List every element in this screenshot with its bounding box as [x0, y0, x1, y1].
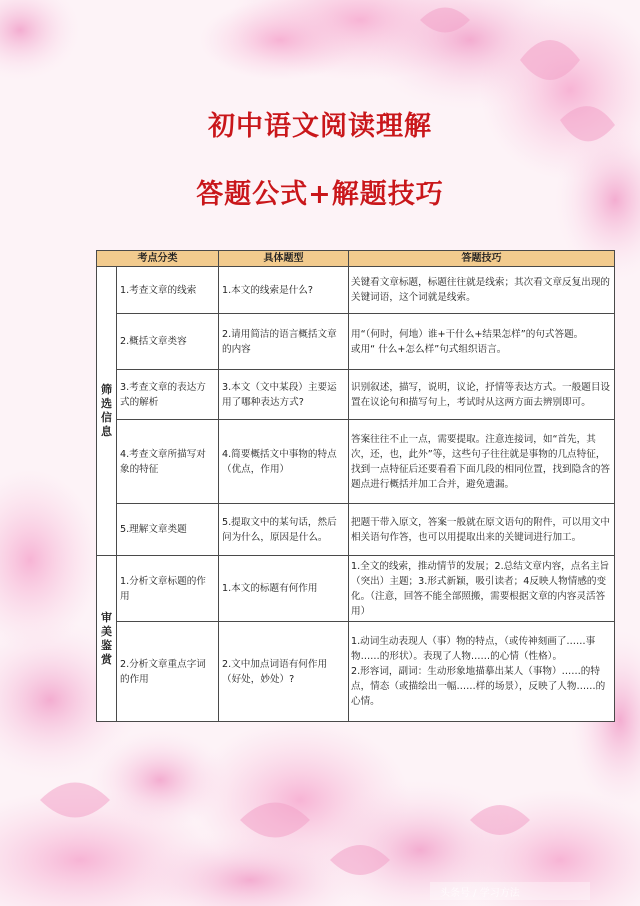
- table-row: [97, 420, 615, 504]
- skill-text: 1.全文的线索，推动情节的发展；2.总结文章内容，点名主旨（突出）主题；3.形式新颖，吸引读者；4反映人物情感的变化。（注意，回答不能全部照搬，需要根据文章的内容灵活答用）: [351, 560, 610, 617]
- answer-skill-cell: [349, 622, 615, 722]
- answer-skill-cell: [349, 504, 615, 556]
- skill-text: 用“（何时，何地）谁+干什么+结果怎样”的句式答题。: [351, 328, 584, 340]
- table-row: [97, 370, 615, 420]
- question-type-cell: 2.文中加点词语有何作用（好处，妙处）?: [219, 622, 349, 722]
- table-row: [97, 556, 615, 622]
- question-type-cell: 4.简要概括文中事物的特点（优点，作用）: [219, 420, 349, 504]
- answer-table-wrapper: [96, 250, 614, 722]
- question-type-cell: 1.本文的线索是什么?: [219, 267, 349, 314]
- table-row: [97, 504, 615, 556]
- table-header-row: [97, 251, 615, 267]
- answer-skill-cell: [349, 267, 615, 314]
- question-type-cell: 1.本文的标题有何作用: [219, 556, 349, 622]
- category-cell: [97, 267, 117, 556]
- exam-point-cell: 2.概括文章类容: [117, 314, 219, 370]
- skill-text: 关键看文章标题，标题往往就是线索；其次看文章反复出现的关键词语，这个词就是线索。: [351, 277, 611, 303]
- exam-point-cell: 5.理解文章类题: [117, 504, 219, 556]
- question-type-cell: 5.提取文中的某句话，然后问为什么，原因是什么。: [219, 504, 349, 556]
- header-category: 考点分类: [97, 251, 219, 267]
- question-type-cell: 2.请用简洁的语言概括文章的内容: [219, 314, 349, 370]
- answer-skill-cell: [349, 420, 615, 504]
- watermark: 头条号 / 学习方法: [440, 888, 520, 899]
- skill-text: 把题干带入原文，答案一般就在原文语句的附件，可以用文中相关语句作答，也可以用提取出来的关键词进行加工。: [351, 516, 611, 543]
- table-row: [97, 314, 615, 370]
- table-row: [97, 622, 615, 722]
- header-question-type: 具体题型: [219, 251, 349, 267]
- category-label: 筛选信息: [101, 383, 112, 438]
- skill-text: 识别叙述，描写，说明，议论，抒情等表达方式。一般题目设置在议论句和描写句上，考试时从这两方面去辨别即可。: [351, 381, 611, 408]
- answer-table: [96, 250, 615, 722]
- page-title: 初中语文阅读理解: [208, 111, 432, 142]
- answer-skill-cell: [349, 370, 615, 420]
- exam-point-cell: 1.考查文章的线索: [117, 267, 219, 314]
- table-row: [97, 267, 615, 314]
- skill-text: 答案往往不止一点，需要提取。注意连接词，如“首先，其次，还，也，此外”等，这些句子往往就是事物的几点特征，找到一点特征后还要看看下面几段的相同位置，找到隐含的答题点进行概括并加工合并，避免遗漏。: [351, 433, 611, 490]
- skill-text: 2.形容词，副词：生动形象地描摹出某人（事物）……的特点，情态（或描绘出一幅……样的场景），反映了人物……的心情。: [351, 666, 606, 707]
- header-answer-skill: 答题技巧: [349, 251, 615, 267]
- exam-point-cell: 4.考查文章所描写对象的特征: [117, 420, 219, 504]
- exam-point-cell: 3.考查文章的表达方式的解析: [117, 370, 219, 420]
- question-type-cell: 3.本文（文中某段）主要运用了哪种表达方式?: [219, 370, 349, 420]
- skill-text: 或用“ 什么+怎么样”句式组织语言。: [351, 343, 507, 355]
- page-subtitle: 答题公式+解题技巧: [196, 179, 444, 210]
- skill-text: 1.动词生动表现人（事）物的特点，（或传神刻画了……事物……的形状）。表现了人物……的心情（性格）。: [351, 636, 596, 662]
- category-label: 审美鉴赏: [101, 610, 112, 666]
- category-cell: [97, 556, 117, 722]
- exam-point-cell: 2.分析文章重点字词的作用: [117, 622, 219, 722]
- answer-skill-cell: [349, 556, 615, 622]
- exam-point-cell: 1.分析文章标题的作用: [117, 556, 219, 622]
- answer-skill-cell: [349, 314, 615, 370]
